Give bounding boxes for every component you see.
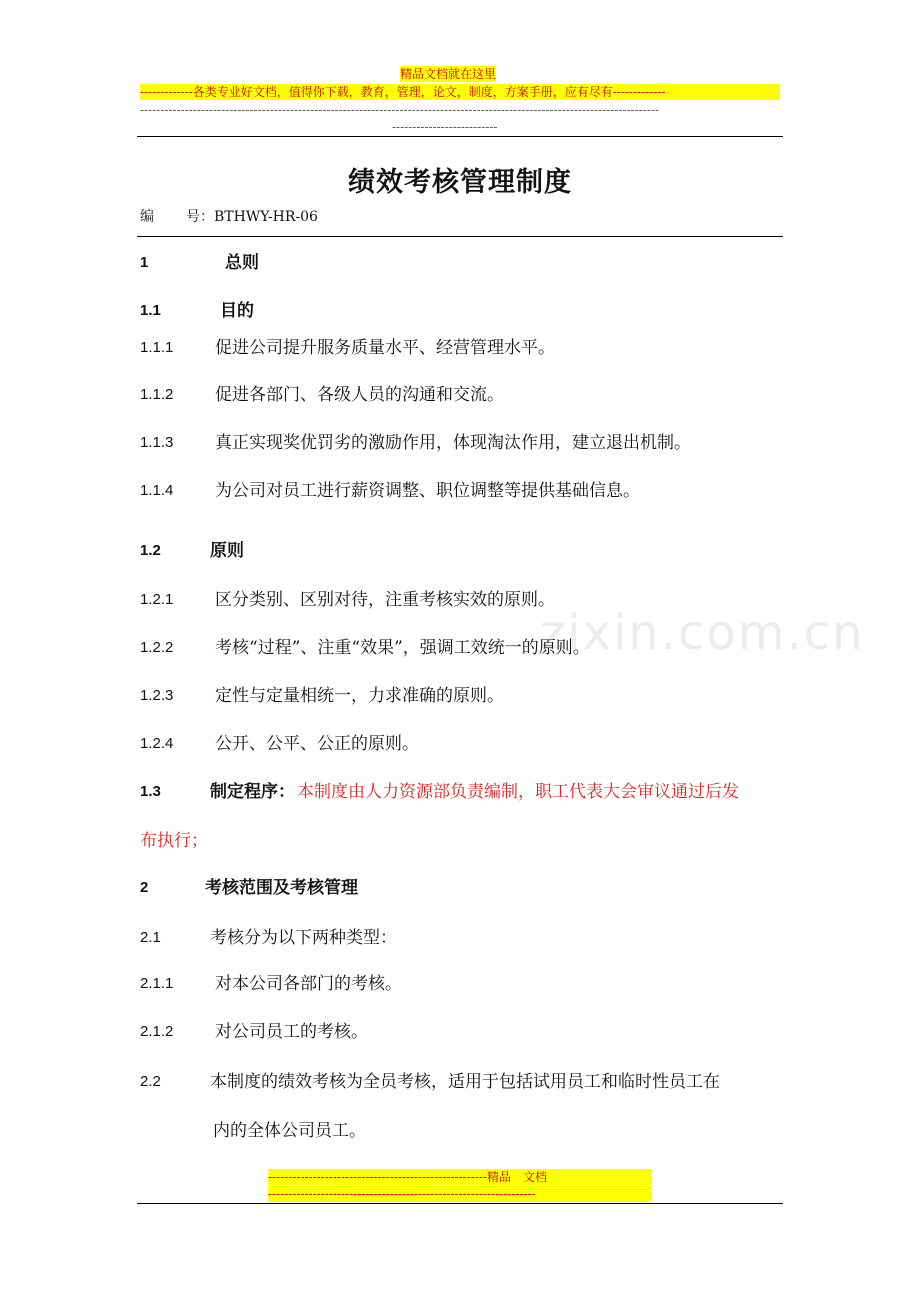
item-number: 2.1.1 — [140, 975, 174, 992]
header-top-banner: 精品文档就在这里 — [400, 67, 497, 81]
section-title: 考核范围及考核管理 — [205, 878, 358, 898]
header-tagline: -------------各类专业好文档，值得你下载，教育，管理，论文，制度，方案手册，应有尽有------------- — [140, 84, 780, 100]
section-title: 原则 — [210, 541, 244, 561]
watermark: zixin.com.cn — [540, 605, 865, 661]
document-title: 绩效考核管理制度 — [348, 167, 572, 198]
item-number: 1.1.1 — [140, 339, 174, 356]
section-title: 总则 — [225, 253, 259, 273]
document-code — [140, 206, 318, 226]
item-number: 1.2.4 — [140, 735, 174, 752]
section-number: 1 — [140, 254, 149, 271]
item-text: 真正实现奖优罚劣的激励作用，体现淘汰作用，建立退出机制。 — [215, 433, 691, 453]
header-dash-line: -------------------------------------------------------------------------------------------------------------------------------- — [140, 103, 659, 117]
section-title: 目的 — [220, 301, 254, 321]
header-dash-line-short: -------------------------- — [392, 120, 498, 134]
item-number: 1.1.2 — [140, 386, 174, 403]
item-text: 考核“过程”、注重“效果”，强调工效统一的原则。 — [215, 638, 590, 658]
item-text: 本制度的绩效考核为全员考核，适用于包括试用员工和临时性员工在 — [210, 1072, 720, 1092]
section-number: 1.1 — [140, 302, 161, 319]
footer-banner: ------------------------------------------------------精品 文档 — [268, 1169, 652, 1185]
section-text-red: 本制度由人力资源部负责编制，职工代表大会审议通过后发 — [297, 782, 739, 802]
code-label: 编 — [140, 209, 154, 225]
section-label: 制定程序： — [210, 782, 295, 802]
header-rule — [137, 136, 783, 137]
item-number: 1.1.3 — [140, 434, 174, 451]
item-text: 区分类别、区别对待，注重考核实效的原则。 — [215, 590, 555, 610]
code-value: 号：BTHWY-HR-06 — [186, 209, 318, 225]
item-number: 1.2.3 — [140, 687, 174, 704]
item-text: 定性与定量相统一，力求准确的原则。 — [215, 686, 504, 706]
item-number: 1.2.2 — [140, 639, 174, 656]
title-rule — [137, 236, 783, 237]
item-text: 考核分为以下两种类型： — [210, 928, 397, 948]
section-text-red-cont: 布执行； — [140, 831, 208, 851]
item-text: 对公司员工的考核。 — [215, 1022, 368, 1042]
footer-rule — [137, 1203, 783, 1204]
item-number: 2.1 — [140, 929, 161, 946]
item-text: 促进各部门、各级人员的沟通和交流。 — [215, 385, 504, 405]
item-text: 对本公司各部门的考核。 — [215, 974, 402, 994]
item-number: 2.2 — [140, 1073, 161, 1090]
item-text: 公开、公平、公正的原则。 — [215, 734, 419, 754]
item-number: 1.1.4 — [140, 482, 174, 499]
item-number: 2.1.2 — [140, 1023, 174, 1040]
item-text: 促进公司提升服务质量水平、经营管理水平。 — [215, 338, 555, 358]
footer-dash-line: ------------------------------------------------------------------ — [268, 1186, 652, 1202]
section-number: 1.2 — [140, 542, 161, 559]
item-text-cont: 内的全体公司员工。 — [213, 1121, 366, 1141]
item-text: 为公司对员工进行薪资调整、职位调整等提供基础信息。 — [215, 481, 640, 501]
section-number: 2 — [140, 879, 149, 896]
item-number: 1.2.1 — [140, 591, 174, 608]
section-number: 1.3 — [140, 783, 161, 800]
